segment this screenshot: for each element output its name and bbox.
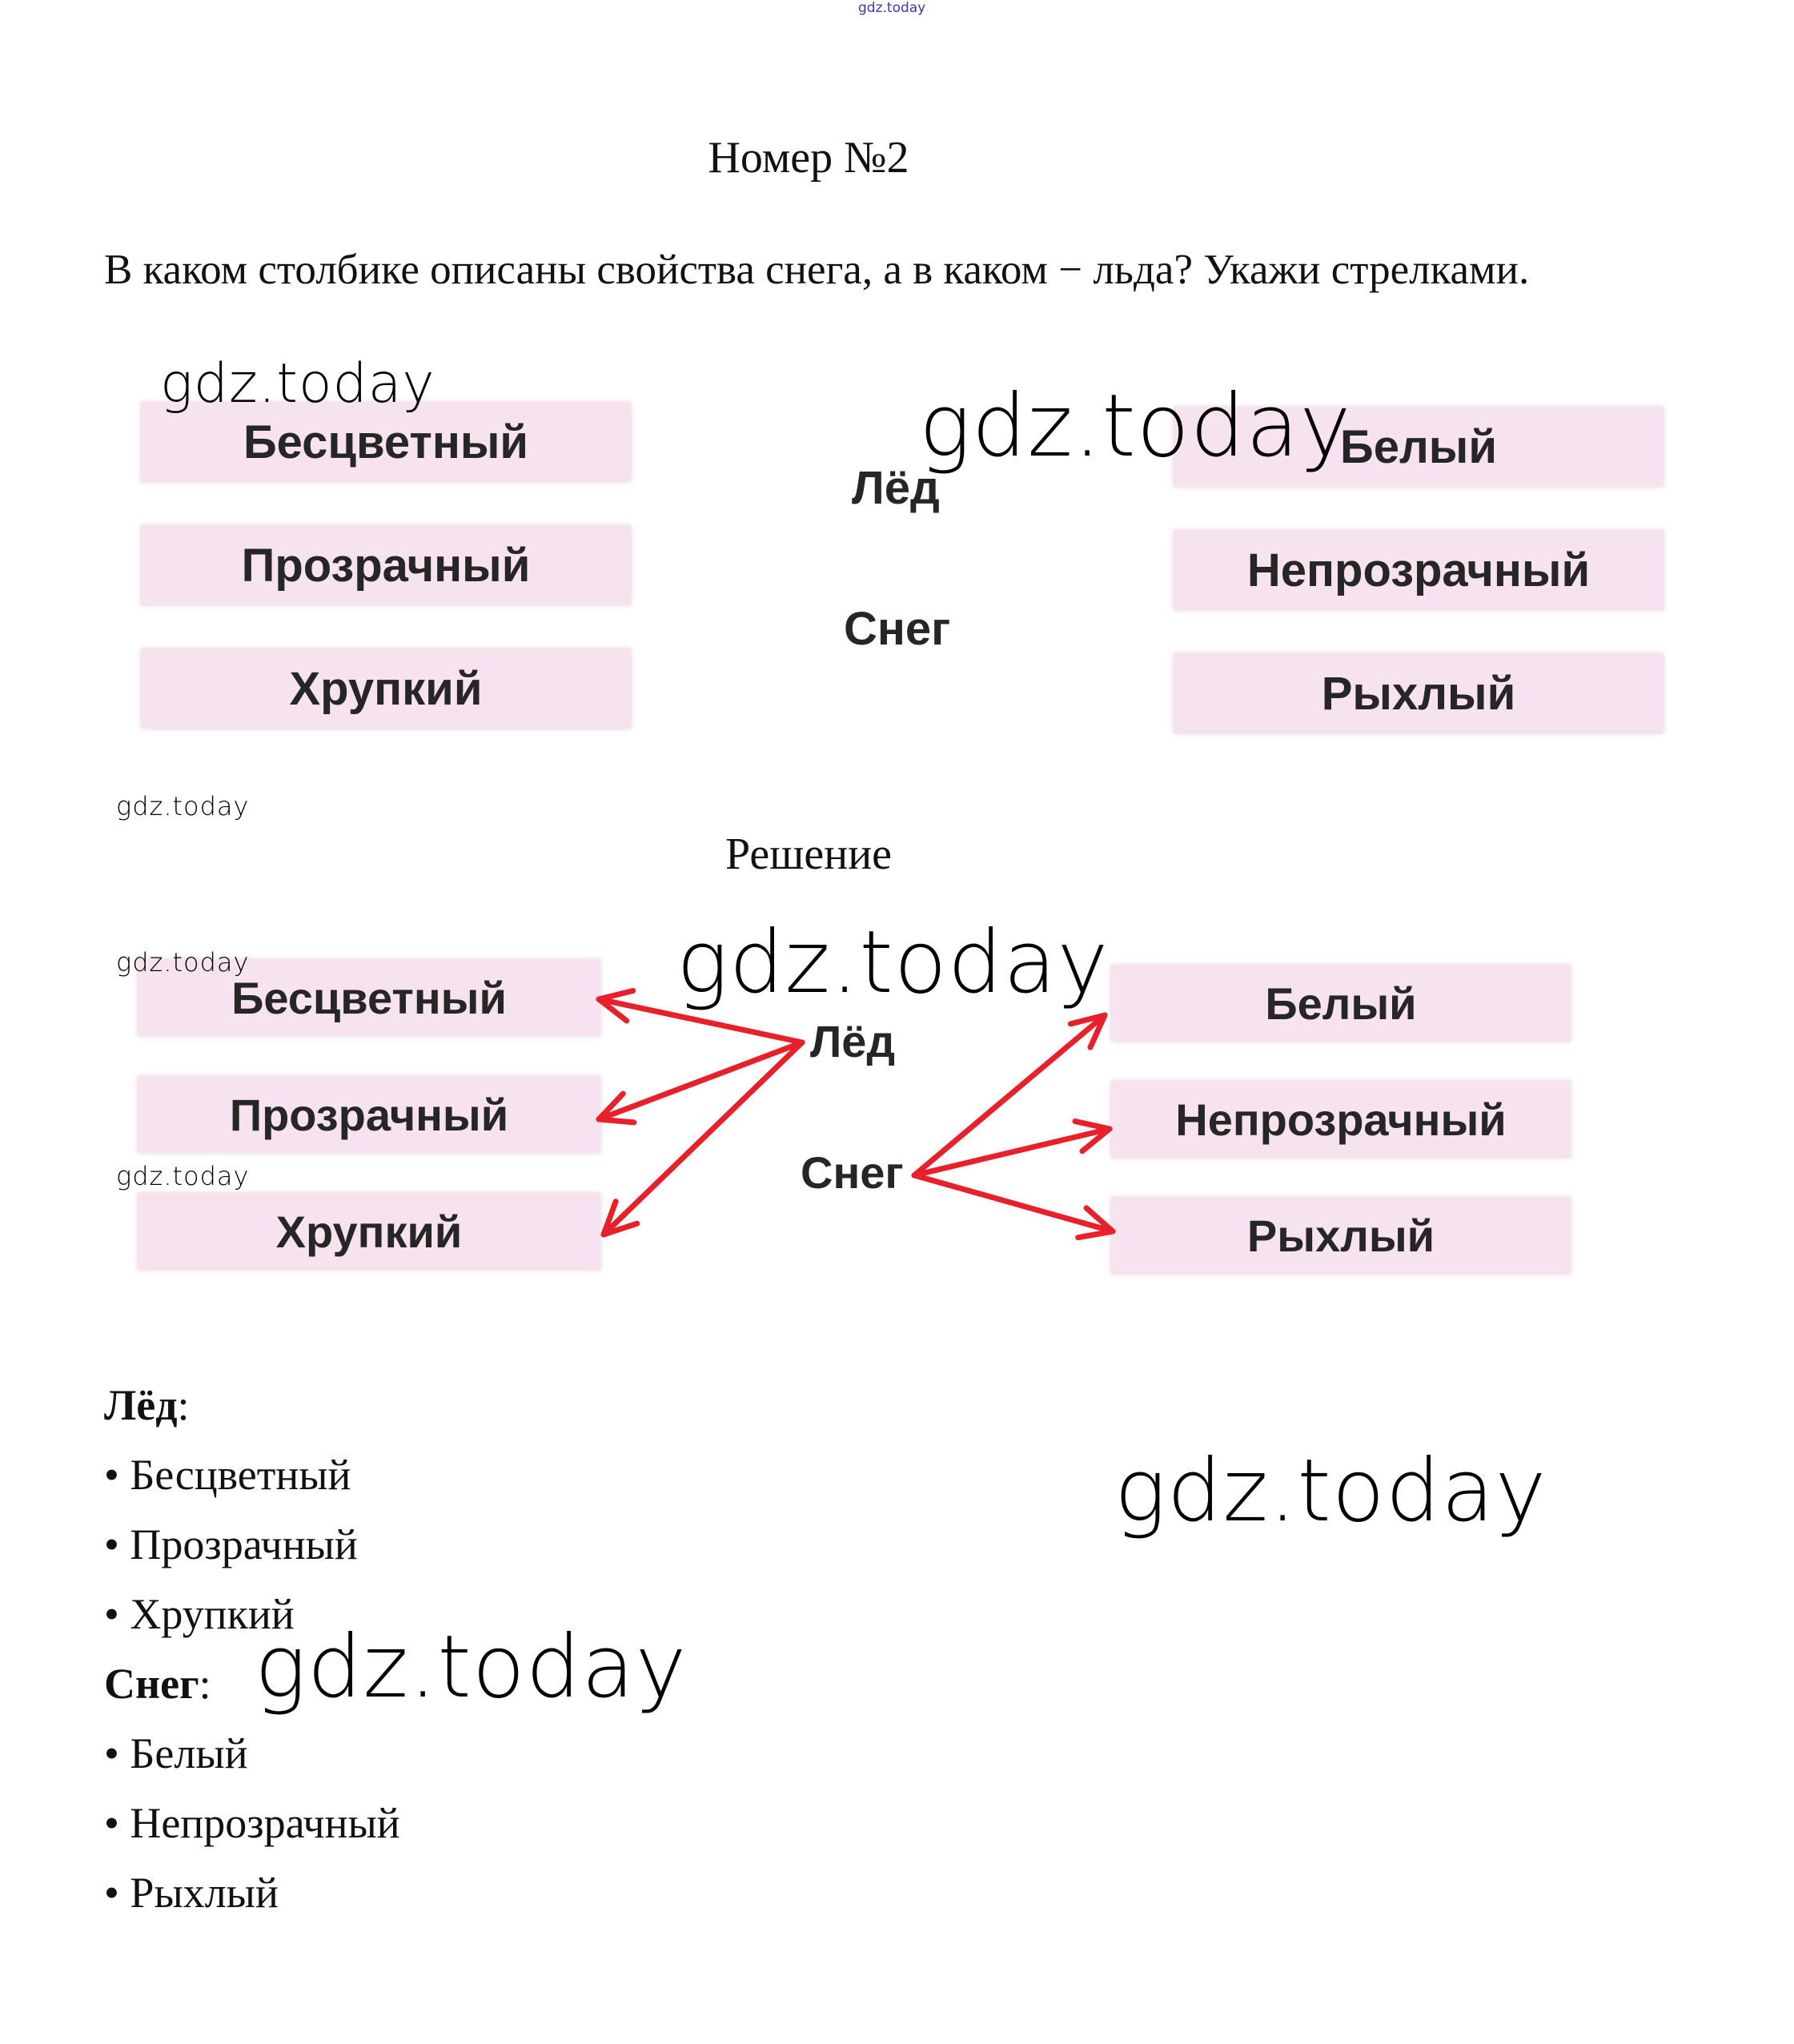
exercise-snow-label: Снег [844,603,951,655]
box-label: Хрупкий [289,662,483,715]
ice-item: • Бесцветный [104,1451,351,1499]
watermark: gdz.today [160,352,435,416]
box-label: Непрозрачный [1175,1094,1507,1145]
watermark: gdz.today [116,1161,250,1191]
watermark: gdz.today [116,947,250,978]
ice-colon: : [177,1381,190,1429]
arrow-group [599,991,1113,1238]
box-label: Прозрачный [241,539,531,592]
connector-arrow-line [599,1042,802,1119]
snow-item: • Рыхлый [104,1869,279,1917]
ice-item: • Хрупкий [104,1590,295,1638]
box-label: Рыхлый [1321,667,1516,720]
watermark: gdz.today [116,791,250,821]
task-text: В каком столбике описаны свойства снега, а в каком − льда? Укажи стрелками. [104,247,1530,293]
watermark: gdz.today [1114,1441,1547,1541]
box-label: Бесцветный [243,416,529,468]
ice-item: • Прозрачный [104,1520,358,1568]
watermark: gdz.today [676,913,1110,1013]
box-label: Рыхлый [1246,1210,1435,1261]
solution-ice-label: Лёд [810,1016,895,1066]
watermark: gdz.today [255,1617,688,1717]
snow-colon: : [199,1660,211,1708]
box-label: Прозрачный [229,1089,509,1140]
box-label: Непрозрачный [1246,544,1591,596]
header-watermark: gdz.today [858,0,926,16]
connector-arrow-line [914,1175,1113,1231]
snow-item: • Непрозрачный [104,1799,400,1847]
ice-heading: Лёд [104,1381,178,1429]
exercise-ice-label: Лёд [852,462,940,514]
box-label: Хрупкий [275,1206,463,1257]
page-title: Номер №2 [708,133,909,183]
solution-title: Решение [724,829,893,879]
snow-heading: Снег [104,1660,199,1708]
watermark: gdz.today [919,376,1352,476]
box-label: Белый [1340,420,1497,473]
solution-snow-label: Снег [801,1147,904,1198]
box-label: Белый [1265,978,1417,1029]
box-label: Бесцветный [231,972,507,1023]
snow-item: • Белый [104,1729,248,1777]
connector-arrow-line [604,1042,802,1235]
